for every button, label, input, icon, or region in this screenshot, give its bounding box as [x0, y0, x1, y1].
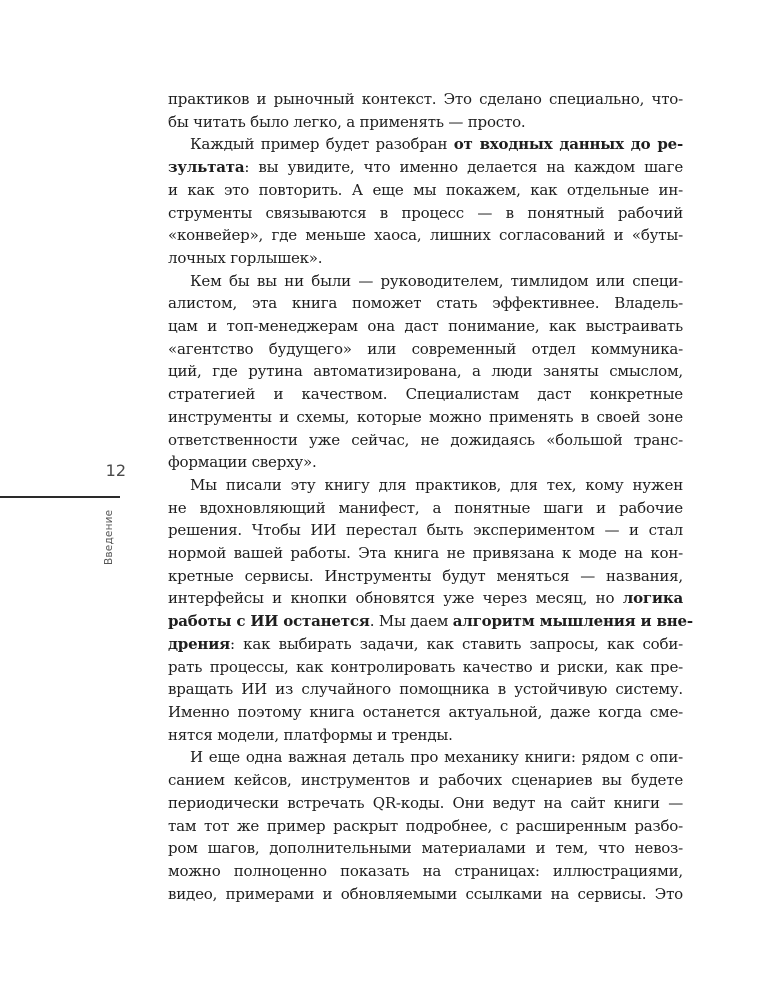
text-line [168, 633, 683, 656]
bold-text: от входных данных до ре- [453, 135, 683, 154]
text-run: кретные сервисы. Инструменты будут меняться — названия, [168, 566, 683, 585]
running-section-title: Введение [103, 509, 115, 565]
text-run: санием кейсов, инструментов и рабочих сценариев вы будете [168, 771, 683, 790]
paragraph [168, 270, 683, 474]
text-run: алистом, эта книга поможет стать эффективнее. Владель- [168, 294, 683, 313]
text-line [168, 883, 683, 906]
margin-rule [0, 496, 120, 498]
text-run: видео, примерами и обновляемыми ссылками на сервисы. Это [168, 884, 683, 903]
text-line [168, 497, 683, 520]
text-line [168, 724, 683, 747]
text-run: нятся модели, платформы и тренды. [168, 725, 453, 744]
text-run: можно полноценно показать на страницах: иллюстрациями, [168, 861, 683, 880]
text-run: практиков и рыночный контекст. Это сделано специально, что- [168, 90, 683, 108]
text-line [168, 383, 683, 406]
text-run: и как это повторить. А еще мы покажем, как отдельные ин- [168, 180, 683, 199]
paragraph [168, 474, 693, 746]
text-line [168, 519, 683, 542]
text-run: . Мы даем [369, 612, 453, 631]
text-line [168, 224, 683, 247]
paragraph [168, 133, 683, 269]
text-line [168, 156, 683, 179]
bold-text: логика [622, 589, 683, 608]
text-line [168, 338, 683, 361]
text-line [168, 769, 683, 792]
text-run: ответственности уже сейчас, не дожидаясь «большой транс- [168, 430, 683, 449]
text-run: Мы писали эту книгу для практиков, для тех, кому нужен [190, 475, 683, 494]
text-run: И еще одна важная деталь про механику книги: рядом с опи- [190, 748, 683, 767]
text-run: : вы увидите, что именно делается на каждом шаге [244, 158, 683, 177]
bold-text: дрения [168, 634, 231, 653]
text-line [168, 429, 683, 452]
page-number: 12 [105, 461, 126, 480]
text-line [168, 746, 683, 769]
text-line [168, 292, 683, 315]
text-run: лочных горлышек». [168, 248, 323, 267]
bold-text: работы с ИИ останется [168, 612, 370, 631]
text-run: : как выбирать задачи, как ставить запросы, как соби- [230, 634, 683, 653]
text-line [168, 656, 683, 679]
text-run: «агентство будущего» или современный отдел коммуника- [168, 339, 683, 358]
text-run: цам и топ-менеджерам она даст понимание, как выстраивать [168, 317, 683, 336]
text-run: там тот же пример раскрыт подробнее, с расширенным разбо- [168, 816, 683, 835]
text-run: решения. Чтобы ИИ перестал быть экспериментом — и стал [168, 521, 683, 540]
text-line [168, 406, 683, 429]
text-line [168, 610, 693, 633]
text-line [168, 860, 683, 883]
text-line [168, 88, 683, 111]
text-run: вращать ИИ из случайного помощника в устойчивую систему. [168, 680, 683, 699]
text-run: струменты связываются в процесс — в понятный рабочий [168, 203, 683, 222]
text-run: ций, где рутина автоматизирована, а люди заняты смыслом, [168, 362, 683, 381]
text-line [168, 133, 683, 156]
text-run: периодически встречать QR-коды. Они ведут на сайт книги — [168, 793, 683, 812]
text-line [168, 837, 683, 860]
body-text [168, 88, 693, 905]
text-line [168, 315, 683, 338]
text-run: ром шагов, дополнительными материалами и тем, что невоз- [168, 839, 683, 858]
text-run: Каждый пример будет разобран [190, 135, 454, 154]
text-run: формации сверху». [168, 453, 317, 472]
text-run: инструменты и схемы, которые можно применять в своей зоне [168, 407, 683, 426]
text-line [168, 542, 683, 565]
text-line [168, 678, 683, 701]
text-run: интерфейсы и кнопки обновятся уже через месяц, но [168, 589, 623, 608]
text-run: стратегией и качеством. Специалистам даст конкретные [168, 385, 683, 404]
paragraph [168, 746, 683, 905]
text-line [168, 474, 683, 497]
text-run: не вдохновляющий манифест, а понятные шаги и рабочие [168, 498, 683, 517]
text-run: бы читать было легко, а применять — просто. [168, 112, 526, 131]
text-line [168, 247, 683, 270]
text-line [168, 202, 683, 225]
text-line [168, 179, 683, 202]
text-run: Кем бы вы ни были — руководителем, тимлидом или специ- [190, 271, 683, 290]
text-run: «конвейер», где меньше хаоса, лишних согласований и «буты- [168, 226, 683, 245]
bold-text: алгоритм мышления и вне- [452, 612, 693, 631]
bold-text: зультата [168, 158, 245, 177]
text-line [168, 451, 683, 474]
text-line [168, 815, 683, 838]
text-line [168, 587, 683, 610]
text-line [168, 270, 683, 293]
text-line [168, 111, 683, 134]
text-run: рать процессы, как контролировать качество и риски, как пре- [168, 657, 683, 676]
text-line [168, 792, 683, 815]
text-line [168, 360, 683, 383]
text-line [168, 565, 683, 588]
text-run: нормой вашей работы. Эта книга не привязана к моде на кон- [168, 544, 683, 563]
text-line [168, 701, 683, 724]
paragraph [168, 88, 683, 133]
text-run: Именно поэтому книга останется актуальной, даже когда сме- [168, 702, 683, 721]
